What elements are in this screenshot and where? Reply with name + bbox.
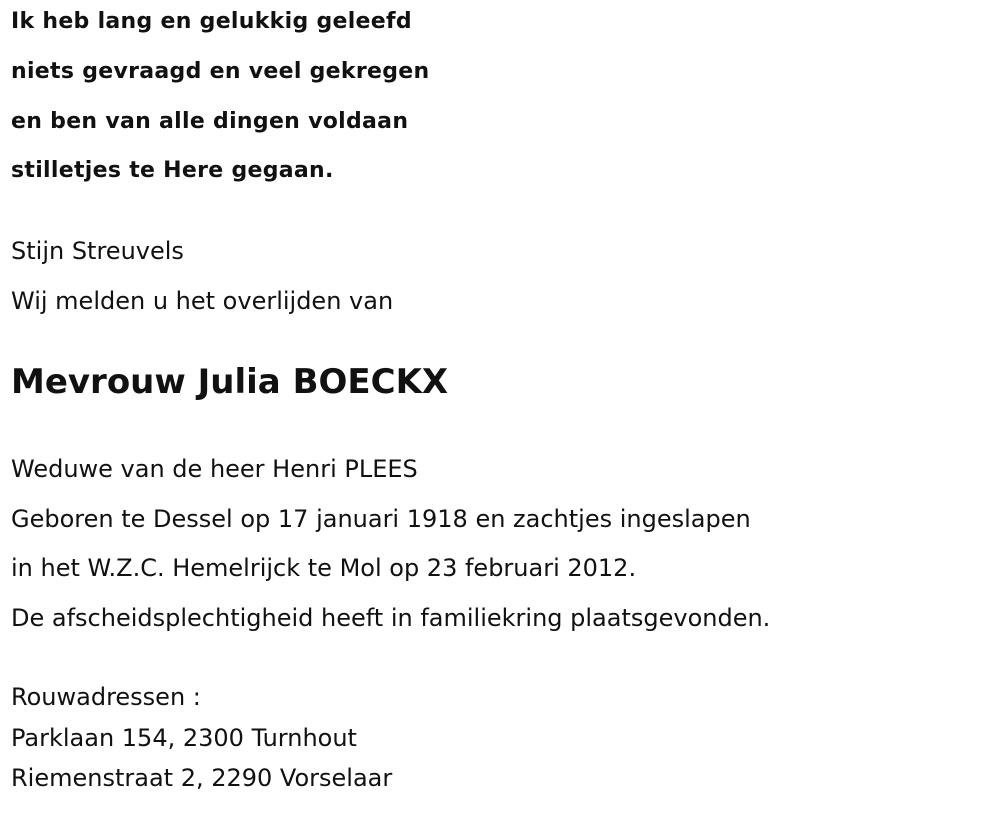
deceased-name: Mevrouw Julia BOECKX [11,362,449,402]
address-line-2: Riemenstraat 2, 2290 Vorselaar [11,764,393,792]
detail-line-1: Weduwe van de heer Henri PLEES [11,455,418,483]
poem-line-4: stilletjes te Here gegaan. [11,158,334,183]
detail-line-2: Geboren te Dessel op 17 januari 1918 en zachtjes ingeslapen [11,505,751,533]
detail-line-4: De afscheidsplechtigheid heeft in familiekring plaatsgevonden. [11,604,771,632]
announcement-text: Wij melden u het overlijden van [11,287,394,315]
poem-line-2: niets gevraagd en veel gekregen [11,59,430,84]
poem-line-1: Ik heb lang en gelukkig geleefd [11,9,412,34]
poem-line-3: en ben van alle dingen voldaan [11,109,409,134]
address-line-1: Parklaan 154, 2300 Turnhout [11,724,357,752]
detail-line-3: in het W.Z.C. Hemelrijck te Mol op 23 februari 2012. [11,554,637,582]
addresses-heading: Rouwadressen : [11,683,201,711]
poem-author: Stijn Streuvels [11,237,184,265]
